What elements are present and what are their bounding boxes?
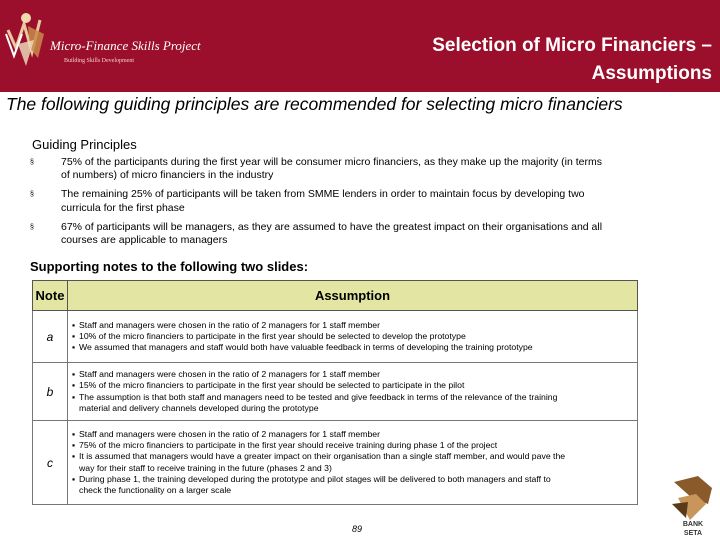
assumptions-table — [32, 280, 638, 505]
assumption-line: During phase 1, the training developed during the prototype and pilot stages will be delivered to both managers and staff to — [79, 473, 551, 484]
bullet-icon: ▪ — [72, 369, 76, 380]
guiding-principle-line: courses are applicable to managers — [61, 234, 228, 247]
page-title-line-1: Selection of Micro Financiers – — [432, 35, 712, 56]
assumption-line: 15% of the micro financiers to participate in the first year should be selected to participate in the pilot — [79, 380, 465, 391]
assumption-item — [72, 429, 635, 440]
assumption-item — [72, 451, 635, 473]
bullet-icon: ▪ — [72, 330, 76, 341]
assumption-line: We assumed that managers and staff would both have valuable feedback in terms of developing the training prototype — [79, 342, 533, 353]
assumption-line: Staff and managers were chosen in the ratio of 2 managers for 1 staff member — [79, 369, 381, 380]
table-header-row — [33, 281, 638, 311]
supporting-notes-title: Supporting notes to the following two slides: — [30, 259, 309, 274]
bullet-icon: ▪ — [72, 440, 76, 451]
assumption-item — [72, 380, 635, 391]
bullet-icon: § — [30, 223, 34, 231]
assumption-line: material and delivery channels developed during the prototype — [79, 402, 319, 413]
bullet-icon: § — [30, 191, 34, 199]
assumption-item — [72, 440, 635, 451]
assumption-item — [72, 331, 635, 342]
assumption-line: 75% of the micro financiers to participate in the first year should receive training during phase 1 of the project — [79, 440, 498, 451]
logo-text: Micro-Finance Skills Project — [50, 38, 201, 53]
assumption-item — [72, 320, 635, 331]
assumption-item — [72, 369, 635, 380]
bullet-icon: ▪ — [72, 319, 76, 330]
assumption-cell — [68, 311, 638, 363]
bullet-icon: ▪ — [72, 342, 76, 353]
note-cell: a — [33, 311, 68, 363]
assumption-item — [72, 342, 635, 353]
assumption-cell — [68, 363, 638, 421]
bullet-icon: ▪ — [72, 391, 76, 402]
guiding-principle-line: 67% of participants will be managers, as they are assumed to have the greatest impact on their organisations and all — [61, 220, 603, 233]
guiding-principle-line: The remaining 25% of participants will be taken from SMME lenders in order to maintain focus by developing two — [61, 188, 585, 201]
logo-tagline: Building Skills Development — [64, 58, 134, 64]
bullet-icon: ▪ — [72, 451, 76, 462]
guiding-principles-list — [30, 156, 690, 253]
bank-logo-line-2: SETA — [683, 530, 703, 537]
page-number: 89 — [352, 524, 363, 534]
bank-logo-line-1: BANK — [682, 521, 704, 528]
note-column-header: Note — [33, 281, 68, 311]
assumption-cell — [68, 421, 638, 505]
guiding-principle-line: 75% of the participants during the first year will be consumer micro financiers, as they make up the majority (in terms — [61, 156, 602, 168]
table-row — [33, 421, 638, 505]
guiding-principle-line: curricula for the first phase — [61, 201, 185, 214]
page-title-line-2: Assumptions — [591, 63, 712, 84]
assumption-line: way for their staff to receive training in the future (phases 2 and 3) — [79, 462, 332, 473]
guiding-principle-item — [30, 188, 690, 214]
assumption-line: 10% of the micro financiers to participate in the first year should be selected to develop the prototype — [79, 330, 466, 341]
guiding-principle-line: of numbers) of micro financiers in the industry — [61, 169, 274, 182]
note-cell: b — [33, 363, 68, 421]
slide-header — [0, 0, 720, 92]
assumption-line: It is assumed that managers would have a greater impact on their organisation than a single staff member, and would pave the — [79, 451, 566, 462]
page-title — [292, 32, 712, 88]
bank-seta-logo — [668, 474, 718, 538]
guiding-principle-item — [30, 156, 690, 182]
assumption-item — [72, 392, 635, 414]
guiding-principle-item — [30, 221, 690, 247]
bullet-icon: ▪ — [72, 380, 76, 391]
assumption-line: Staff and managers were chosen in the ratio of 2 managers for 1 staff member — [79, 319, 381, 330]
table-row — [33, 311, 638, 363]
bullet-icon: ▪ — [72, 473, 76, 484]
page-subtitle: The following guiding principles are recommended for selecting micro financiers — [6, 94, 623, 114]
assumption-column-header: Assumption — [68, 281, 638, 311]
table-row — [33, 363, 638, 421]
assumption-item — [72, 474, 635, 496]
assumption-line: check the functionality on a larger scale — [79, 484, 232, 495]
note-cell: c — [33, 421, 68, 505]
bullet-icon: § — [30, 159, 34, 166]
assumption-line: The assumption is that both staff and managers need to be tested and give feedback in terms of the relevance of the training — [79, 391, 558, 402]
assumption-line: Staff and managers were chosen in the ratio of 2 managers for 1 staff member — [79, 428, 381, 439]
guiding-principles-title: Guiding Principles — [32, 137, 137, 152]
micro-finance-logo — [0, 4, 201, 79]
bullet-icon: ▪ — [72, 428, 76, 439]
